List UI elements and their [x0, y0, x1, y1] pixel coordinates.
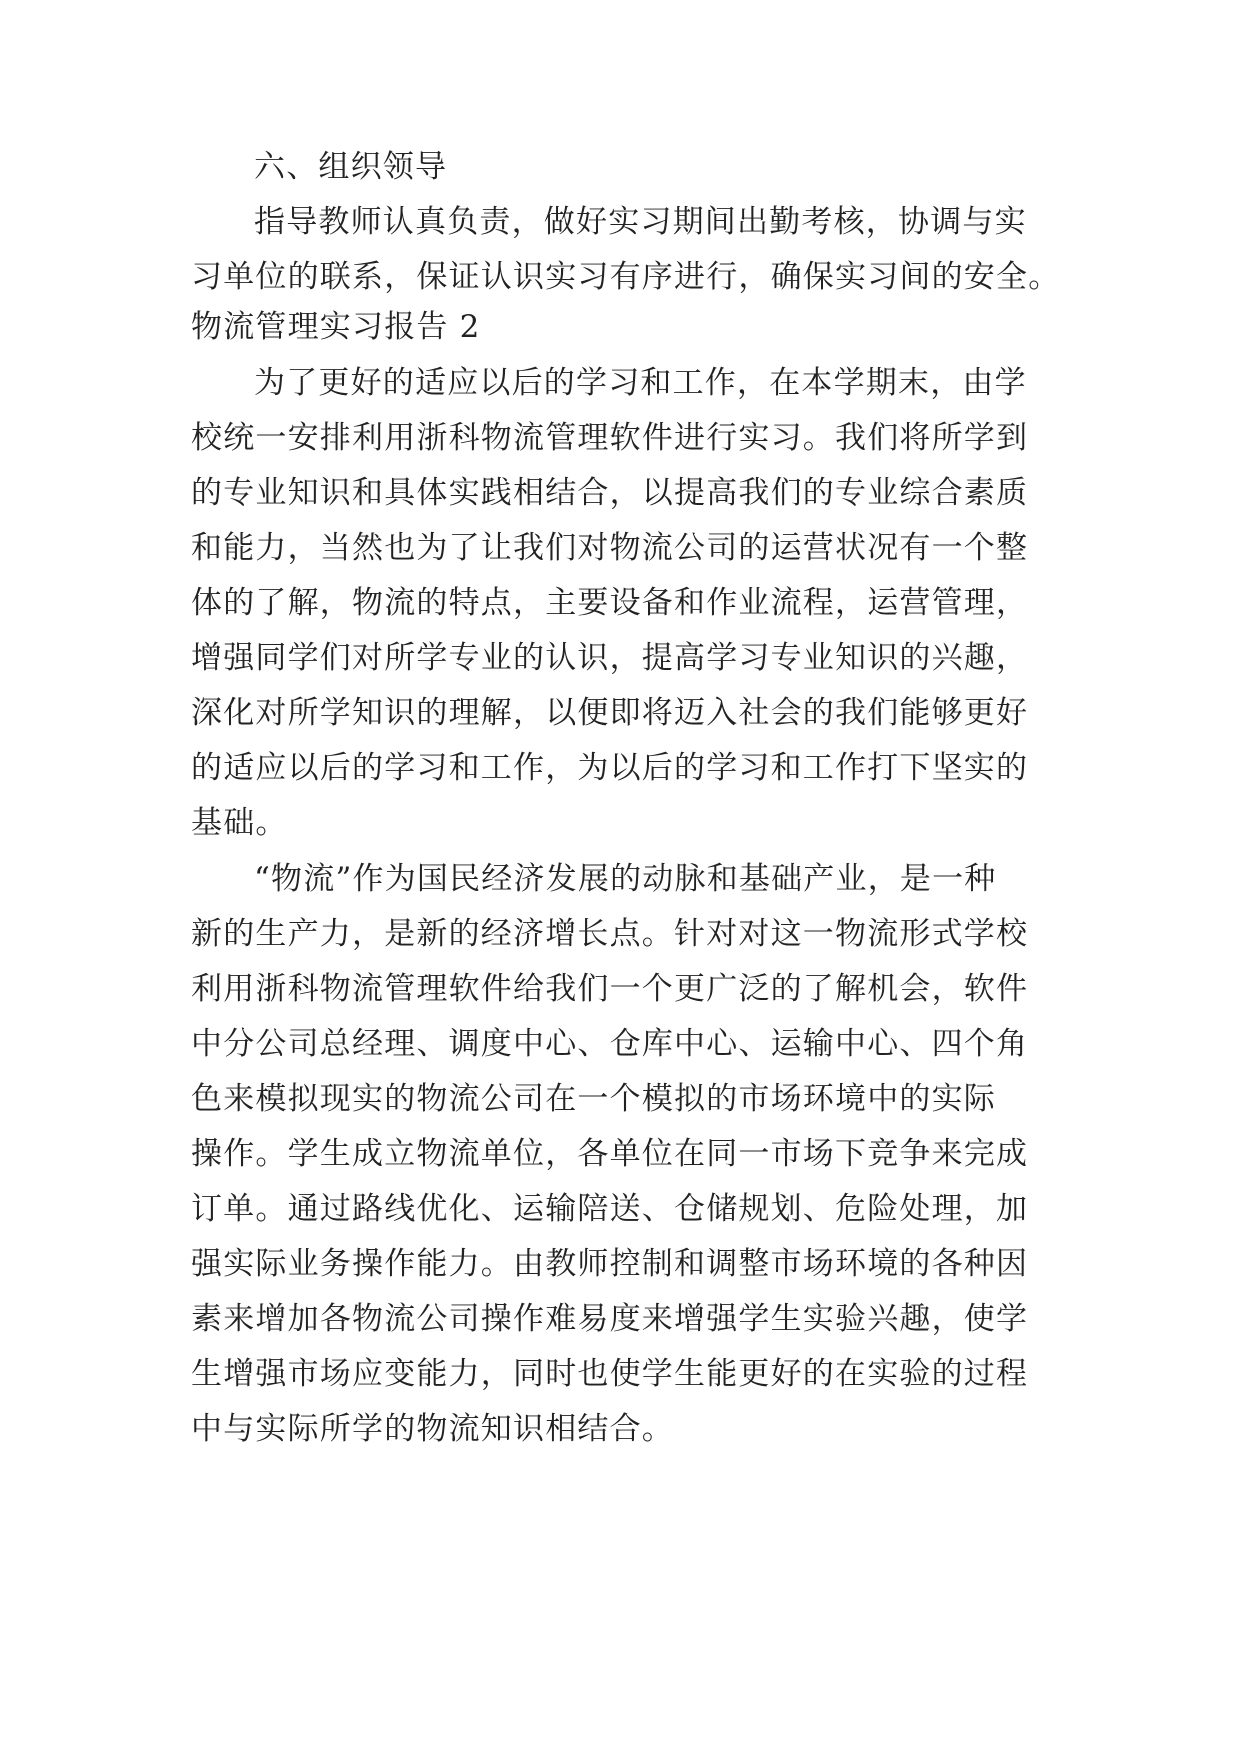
report-title: 物流管理实习报告 2 — [191, 309, 481, 345]
paragraph-line: 利用浙科物流管理软件给我们一个更广泛的了解机会，软件 — [191, 971, 1029, 1007]
paragraph-line: 强实际业务操作能力。由教师控制和调整市场环境的各种因 — [191, 1246, 1029, 1282]
paragraph-line: 的专业知识和具体实践相结合，以提高我们的专业综合素质 — [191, 475, 1029, 511]
paragraph-line: 基础。 — [191, 805, 288, 841]
paragraph-line: 的适应以后的学习和工作，为以后的学习和工作打下坚实的 — [191, 750, 1029, 786]
paragraph-line: 中分公司总经理、调度中心、仓库中心、运输中心、四个角 — [191, 1026, 1029, 1062]
paragraph-line: 深化对所学知识的理解，以便即将迈入社会的我们能够更好 — [191, 695, 1029, 731]
paragraph-line: 新的生产力，是新的经济增长点。针对对这一物流形式学校 — [191, 916, 1029, 952]
paragraph-line: “物流”作为国民经济发展的动脉和基础产业，是一种 — [254, 861, 997, 897]
paragraph-line: 增强同学们对所学专业的认识，提高学习专业知识的兴趣， — [191, 640, 1029, 676]
paragraph-line: 和能力，当然也为了让我们对物流公司的运营状况有一个整 — [191, 530, 1029, 566]
paragraph-line: 中与实际所学的物流知识相结合。 — [191, 1411, 674, 1447]
paragraph-line: 习单位的联系，保证认识实习有序进行，确保实习间的安全。 — [191, 259, 1061, 295]
paragraph-line: 生增强市场应变能力，同时也使学生能更好的在实验的过程 — [191, 1356, 1029, 1392]
paragraph-line: 素来增加各物流公司操作难易度来增强学生实验兴趣，使学 — [191, 1301, 1029, 1337]
paragraph-line: 操作。学生成立物流单位，各单位在同一市场下竞争来完成 — [191, 1136, 1029, 1172]
paragraph-line: 色来模拟现实的物流公司在一个模拟的市场环境中的实际 — [191, 1081, 996, 1117]
paragraph-line: 体的了解，物流的特点，主要设备和作业流程，运营管理， — [191, 585, 1029, 621]
section-heading: 六、组织领导 — [254, 149, 448, 185]
paragraph-line: 订单。通过路线优化、运输陪送、仓储规划、危险处理，加 — [191, 1191, 1029, 1227]
paragraph-line: 校统一安排利用浙科物流管理软件进行实习。我们将所学到 — [191, 420, 1029, 456]
paragraph-line: 指导教师认真负责，做好实习期间出勤考核，协调与实 — [254, 204, 1027, 240]
paragraph-line: 为了更好的适应以后的学习和工作，在本学期末，由学 — [254, 365, 1027, 401]
